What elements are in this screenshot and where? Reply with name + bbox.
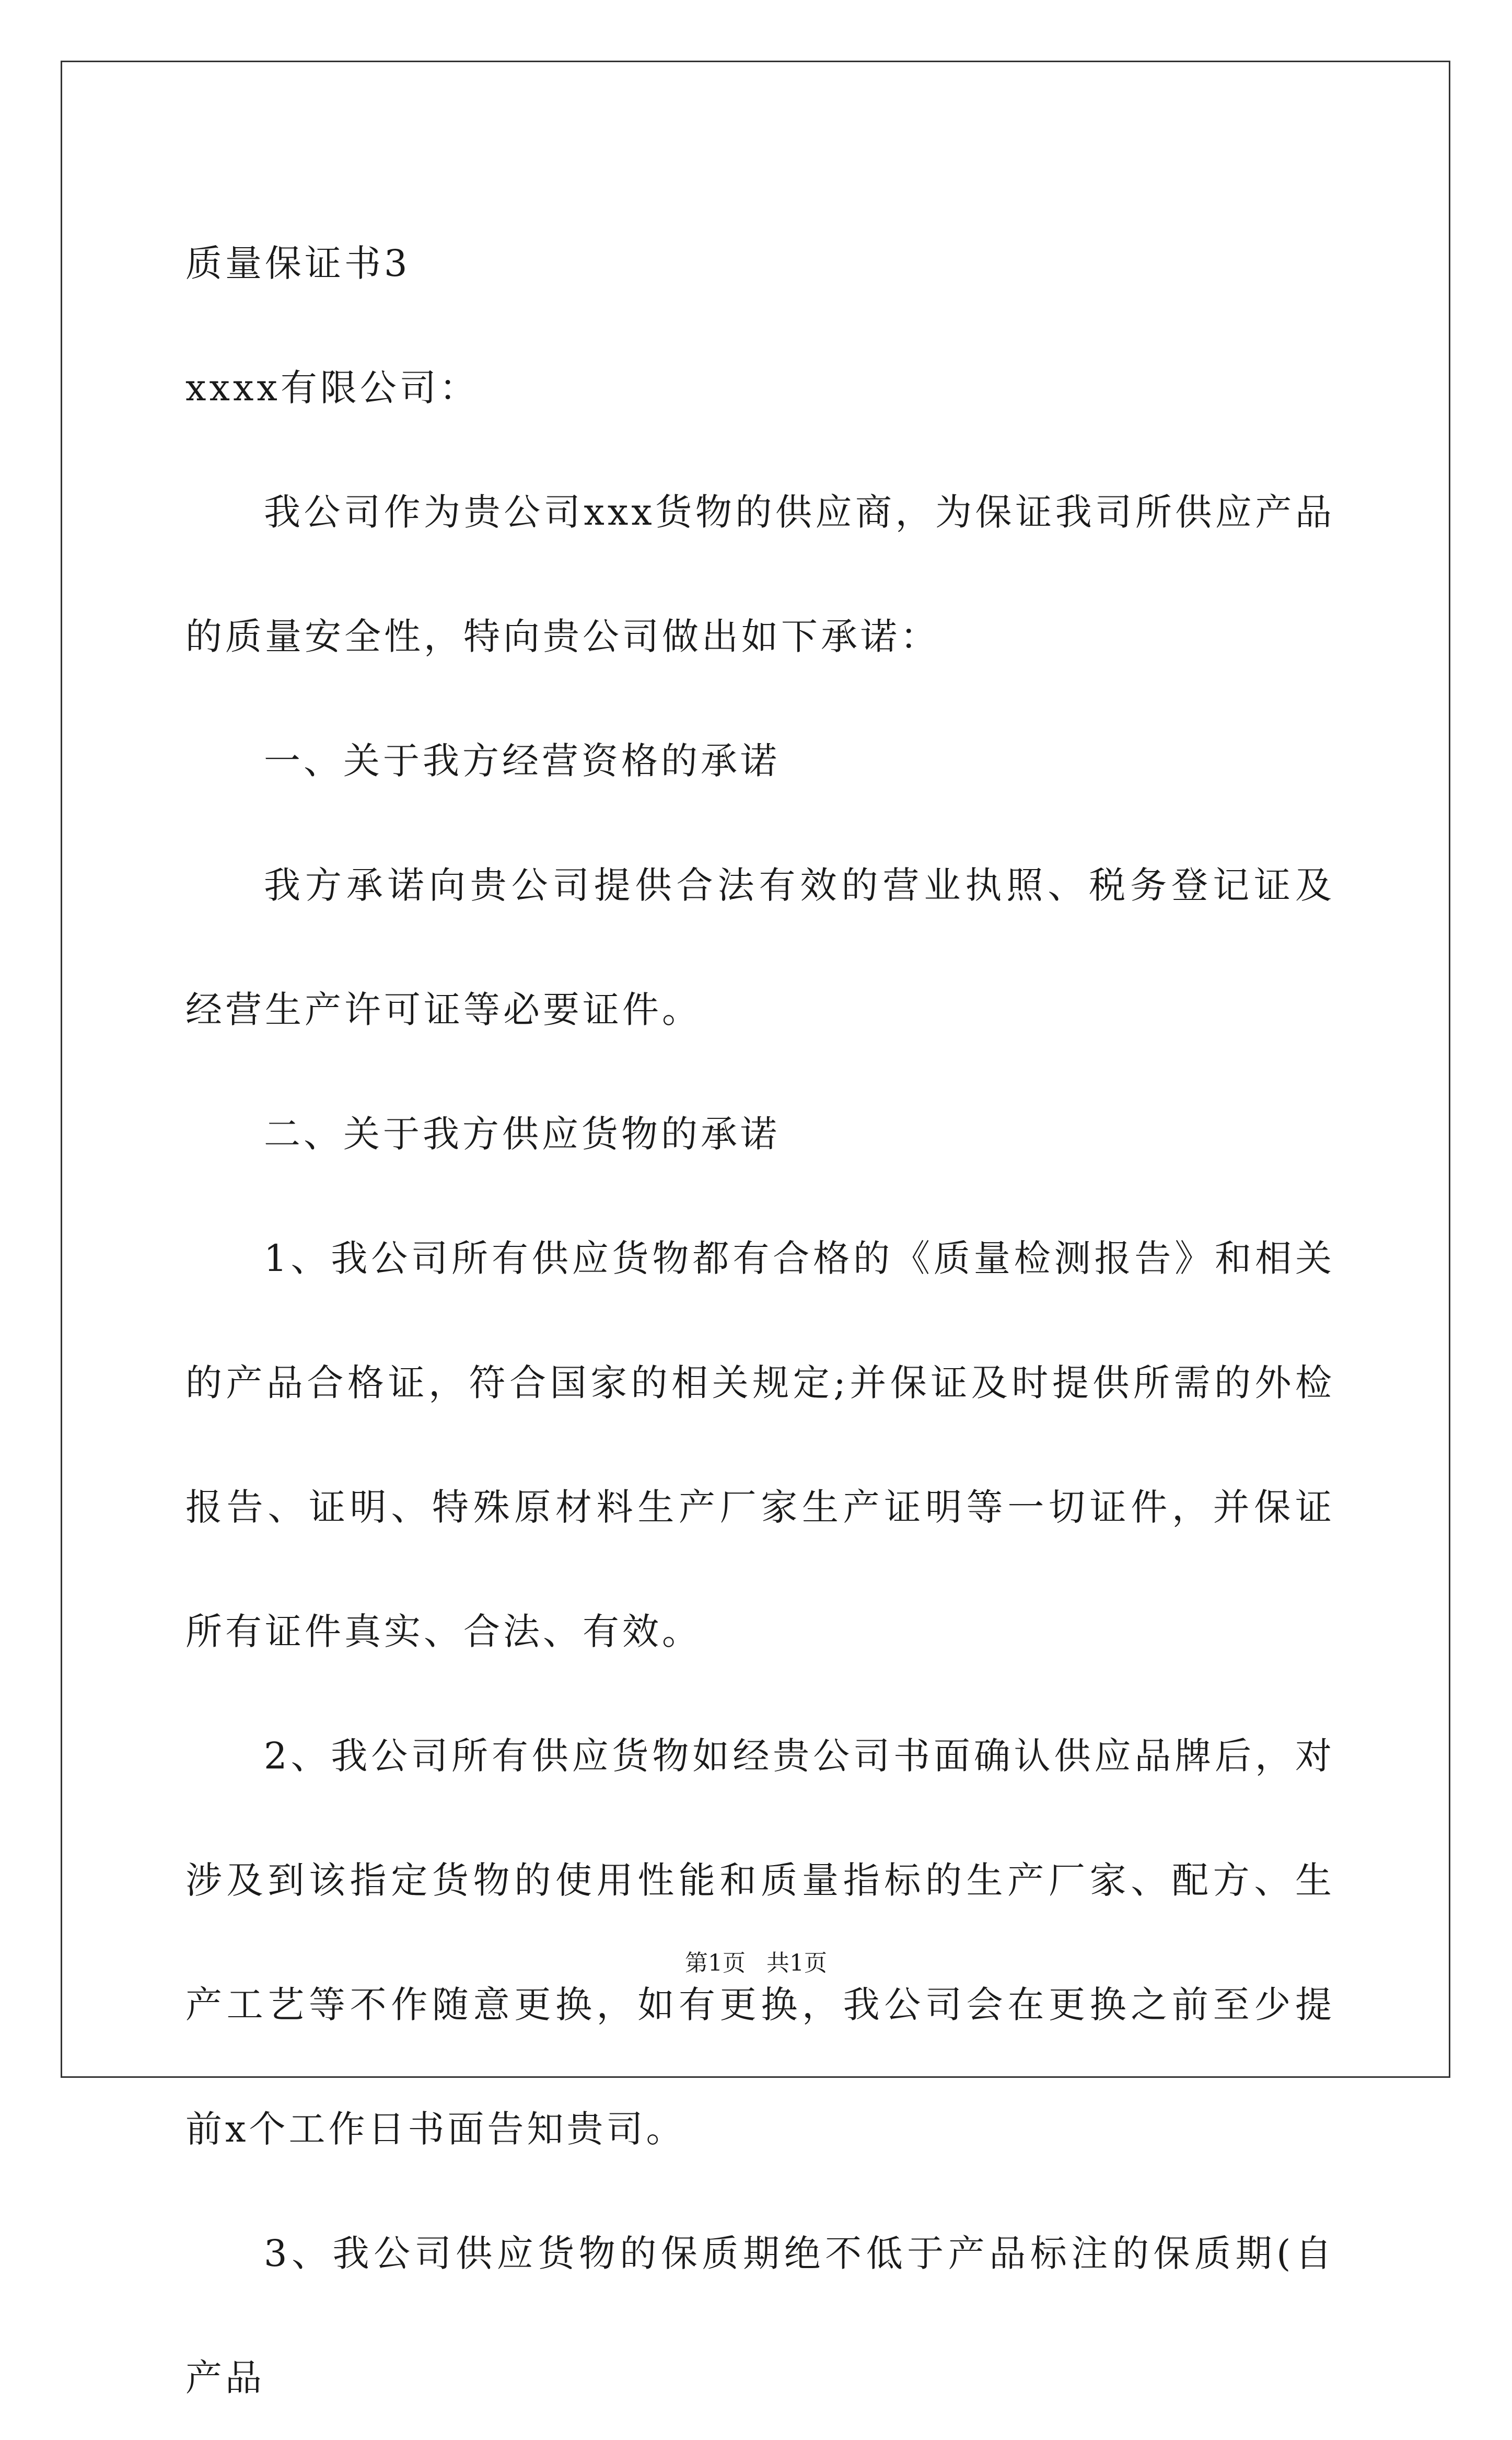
paragraph-qualification: 我方承诺向贵公司提供合法有效的营业执照、税务登记证及经营生产许可证等必要证件。: [185, 864, 1335, 1031]
paragraph-item-2: 2、我公司所有供应货物如经贵公司书面确认供应品牌后，对涉及到该指定货物的使用性能和质量指标的生产厂家、配方、生产工艺等不作随意更换，如有更换，我公司会在更换之前至少提前x个工作日书面告知贵司。: [185, 1734, 1335, 2150]
section-heading-goods: 二、关于我方供应货物的承诺: [264, 1113, 780, 1155]
page-number: 第1页: [685, 1950, 746, 1976]
paragraph-item-3: 3、我公司供应货物的保质期绝不低于产品标注的保质期(自产品: [185, 2232, 1335, 2399]
page-footer: [0, 1944, 1512, 1978]
section-heading-qualification: 一、关于我方经营资格的承诺: [264, 739, 780, 782]
document-body: [185, 201, 1335, 2440]
paragraph-item-1: 1、我公司所有供应货物都有合格的《质量检测报告》和相关的产品合格证，符合国家的相关规定;并保证及时提供所需的外检报告、证明、特殊原材料生产厂家生产证明等一切证件，并保证所有证件真实、合法、有效。: [185, 1237, 1335, 1653]
salutation: xxxx有限公司：: [185, 366, 479, 409]
document-title: 质量保证书3: [185, 242, 411, 285]
page-count: 共1页: [766, 1950, 827, 1976]
paragraph-intro: 我公司作为贵公司xxx货物的供应商，为保证我司所供应产品的质量安全性，特向贵公司做出如下承诺：: [185, 491, 1335, 658]
